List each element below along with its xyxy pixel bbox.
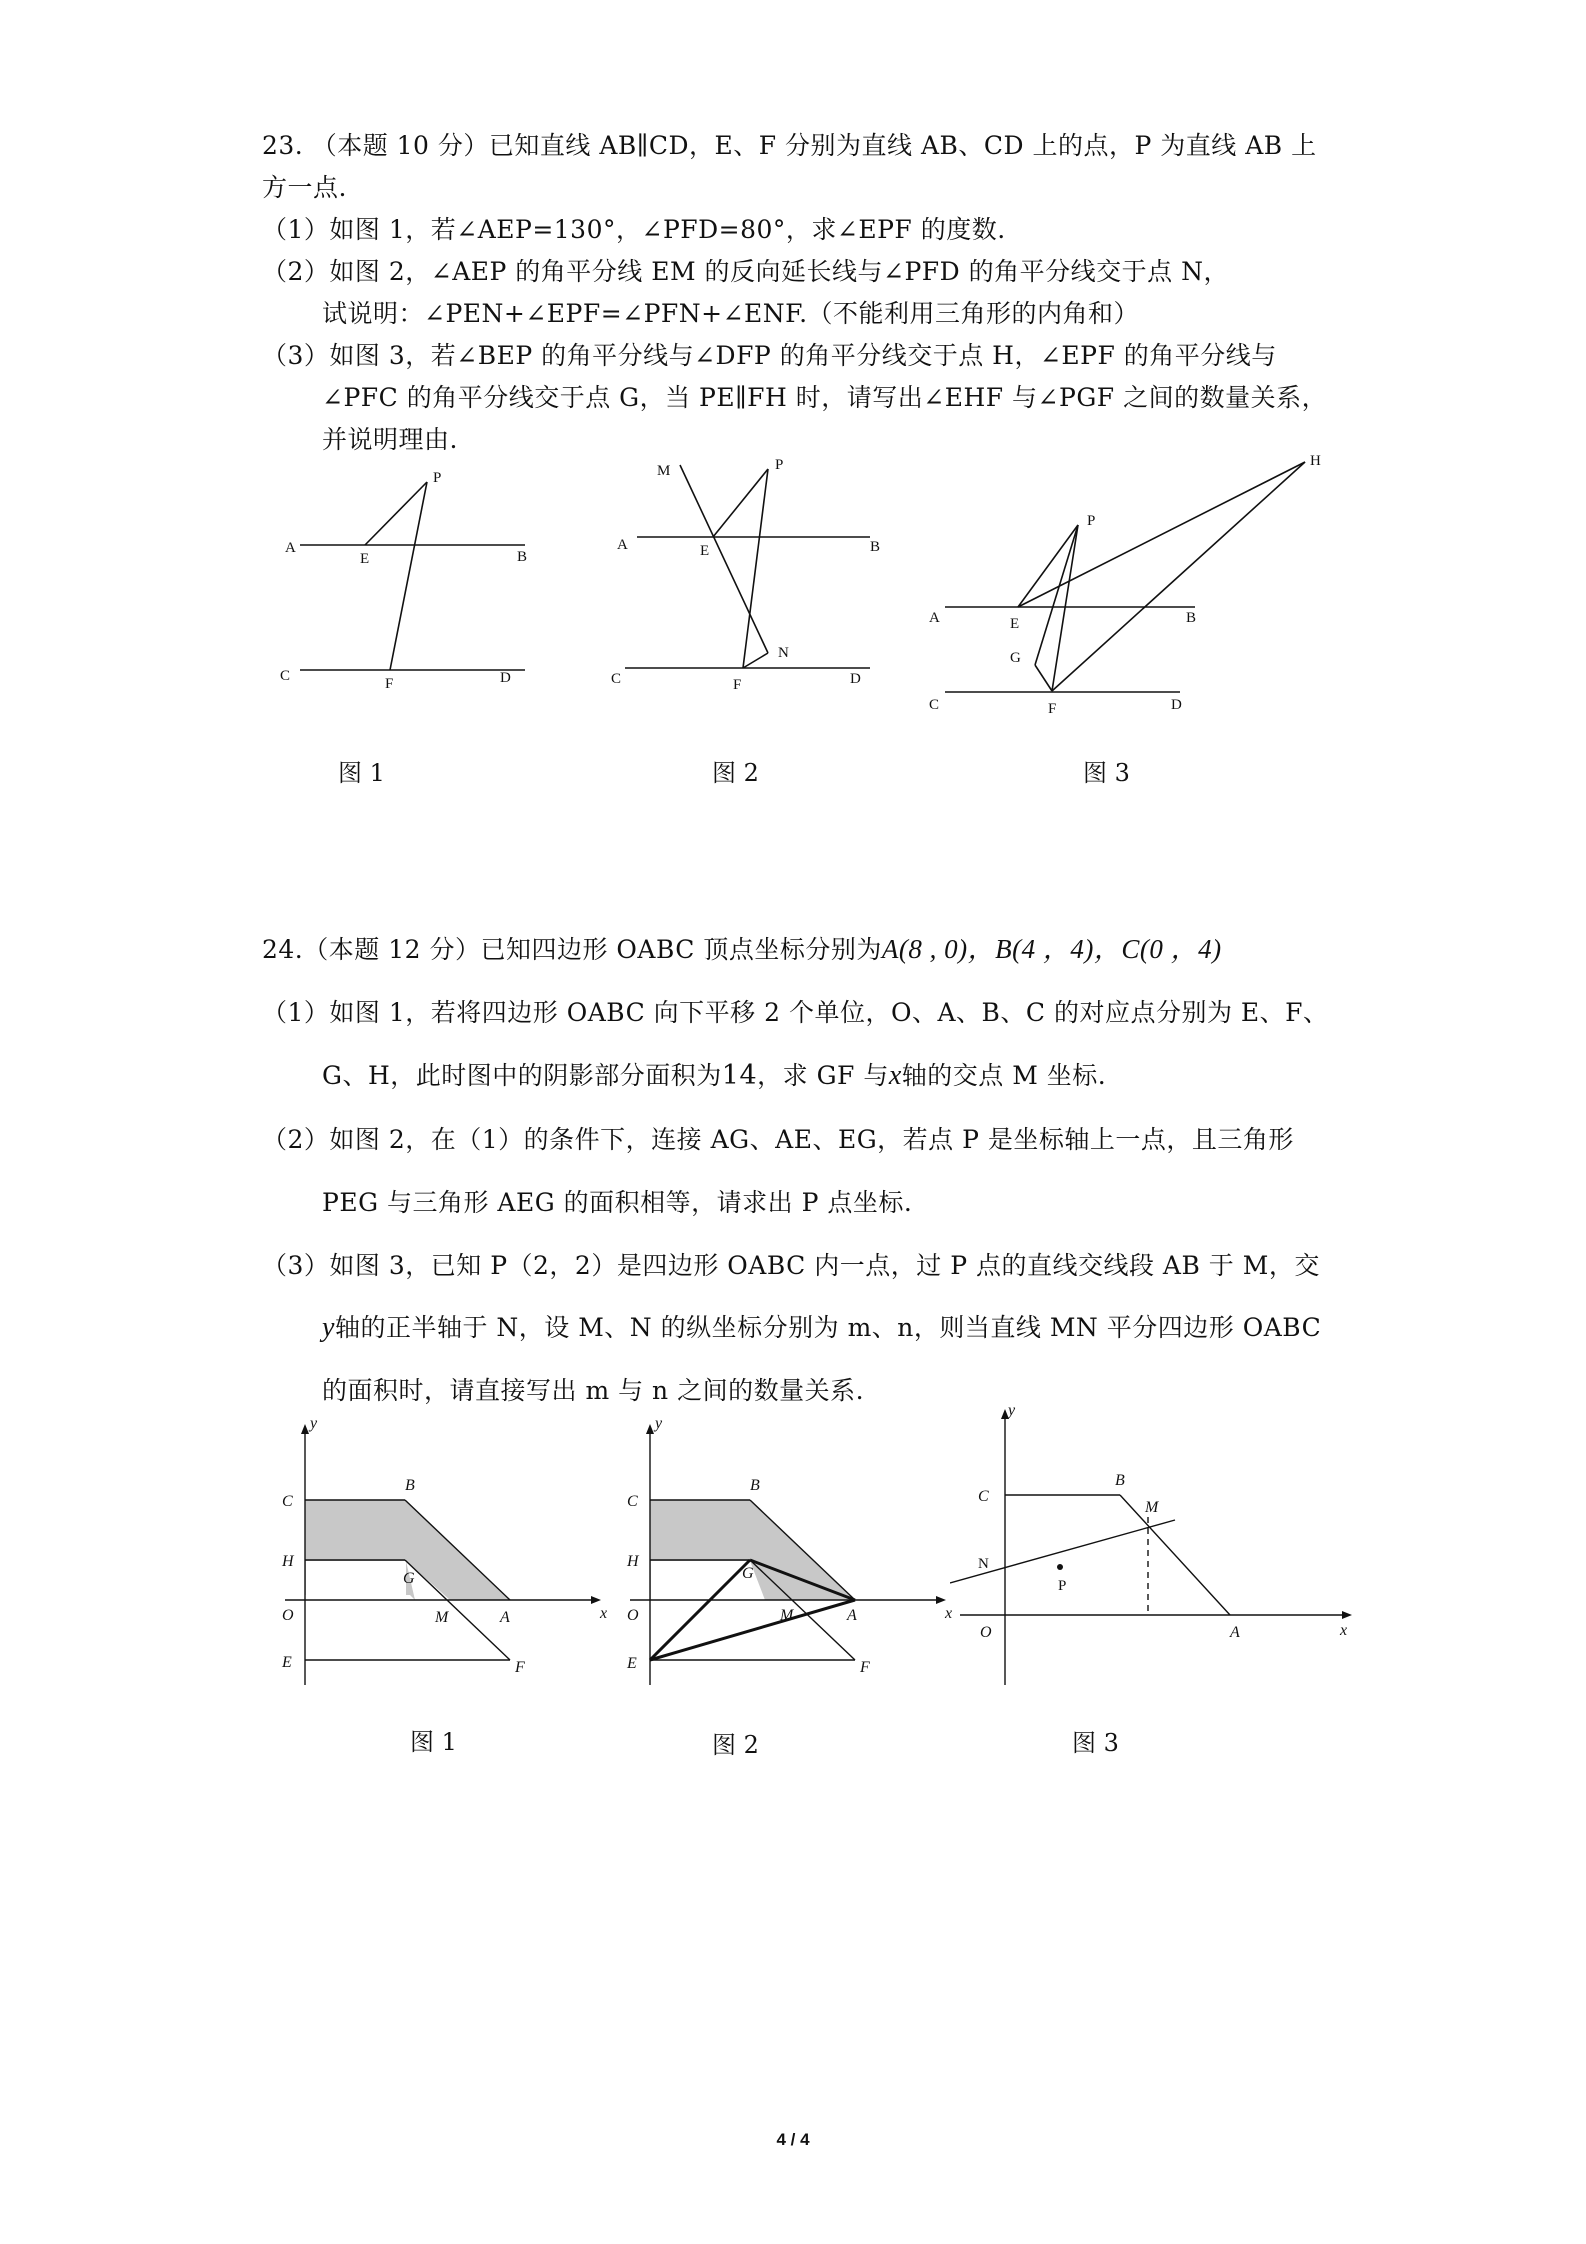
q24-figure-1 [270, 1420, 610, 1700]
q23f3-label-d: D [1171, 697, 1182, 713]
q24-line-7 [322, 1308, 1321, 1344]
q23f2-label-d: D [850, 671, 861, 687]
q24f2-label-e: E [627, 1655, 637, 1672]
q24f2-label-b: B [750, 1477, 760, 1494]
q23-fig2-caption: 图 2 [712, 759, 759, 787]
q24-shaded-area-value: 14 [721, 1060, 758, 1091]
q23f3-label-g: G [1010, 650, 1021, 666]
q24f3-label-p: P [1058, 1578, 1067, 1594]
q24-line-3a: G、H，此时图中的阴影部分面积为 [322, 1061, 722, 1090]
q24f2-label-o: O [627, 1607, 639, 1624]
q24f2-label-f: F [860, 1659, 870, 1676]
q23f1-label-e: E [360, 551, 370, 567]
q24-line-6: （3）如图 3，已知 P（2，2）是四边形 OABC 内一点，过 P 点的直线交线段 AB 于 M，交 [262, 1251, 1320, 1280]
q24f1-label-e: E [282, 1654, 292, 1671]
q24f3-label-a: A [1230, 1624, 1240, 1641]
q24f1-label-c: C [282, 1493, 293, 1510]
q24-fig2-caption: 图 2 [712, 1731, 759, 1759]
q23-line-2: 方一点. [262, 173, 347, 202]
q23f3-label-h: H [1310, 455, 1321, 469]
q23-fig1-caption: 图 1 [338, 759, 385, 787]
q24-fig3-caption: 图 3 [1072, 1729, 1119, 1757]
q23f3-label-p: P [1087, 513, 1096, 529]
page-number: 4 / 4 [776, 2130, 810, 2149]
q23f2-label-a: A [617, 537, 628, 553]
q24-line-1-text: 24.（本题 12 分）已知四边形 OABC 顶点坐标分别为 [262, 935, 882, 964]
q24f1-label-o: O [282, 1607, 294, 1624]
q24f2-label-g: G [742, 1565, 754, 1582]
q23-line-4: （2）如图 2，∠AEP 的角平分线 EM 的反向延长线与∠PFD 的角平分线交于点 N， [262, 257, 1229, 286]
q24-line-1 [262, 927, 1222, 966]
q24f3-label-o: O [980, 1624, 992, 1641]
q23-figure-3 [915, 455, 1335, 725]
q24f3-label-m: M [1145, 1499, 1159, 1516]
q24f2-label-y: y [655, 1420, 663, 1432]
q23f2-label-e: E [700, 543, 710, 559]
q23-line-8: 并说明理由. [322, 425, 458, 454]
q24f3-label-b: B [1115, 1472, 1125, 1489]
q24-coords: A(8 , 0)，B(4 ，4)，C(0 ，4) [881, 934, 1222, 964]
q23f2-label-m: M [657, 463, 671, 479]
q23-line-3: （1）如图 1，若∠AEP=130°，∠PFD=80°，求∠EPF 的度数. [262, 215, 1006, 244]
q23-figure-1 [270, 460, 540, 700]
q24f3-label-c: C [978, 1488, 989, 1505]
q24-fig1-caption: 图 1 [410, 1728, 457, 1756]
q23f1-label-a: A [285, 540, 296, 556]
q24-line-3c: 轴的交点 M 坐标. [901, 1061, 1107, 1090]
q23f3-label-c: C [929, 697, 940, 713]
q24f2-label-a: A [847, 1607, 857, 1624]
q23-figure-2 [605, 455, 905, 705]
q23-line-5: 试说明：∠PEN+∠EPF=∠PFN+∠ENF.（不能利用三角形的内角和） [322, 299, 1140, 328]
q23f3-label-f: F [1048, 701, 1057, 717]
q24f1-label-m: M [435, 1609, 449, 1626]
q23-line-7: ∠PFC 的角平分线交于点 G，当 PE∥FH 时，请写出∠EHF 与∠PGF 之间的数量关系， [322, 383, 1328, 412]
q23-line-6: （3）如图 3，若∠BEP 的角平分线与∠DFP 的角平分线交于点 H，∠EPF 的角平分线与 [262, 341, 1277, 370]
q23f3-label-e: E [1010, 616, 1020, 632]
q23-line-1: 23. （本题 10 分）已知直线 AB∥CD，E、F 分别为直线 AB、CD 上的点，P 为直线 AB 上 [262, 131, 1317, 160]
q23f1-label-c: C [280, 668, 291, 684]
q24f3-label-x: x [1340, 1622, 1348, 1639]
q24-line-7-text: 轴的正半轴于 N，设 M、N 的纵坐标分别为 m、n，则当直线 MN 平分四边形 OABC [334, 1313, 1322, 1342]
q24-line-8: 的面积时，请直接写出 m 与 n 之间的数量关系. [322, 1376, 865, 1405]
q23f2-label-b: B [870, 539, 881, 555]
q24f1-label-h: H [282, 1553, 294, 1570]
q23-fig3-caption: 图 3 [1083, 759, 1130, 787]
q23f1-label-b: B [517, 549, 528, 565]
q23f1-label-f: F [385, 676, 394, 692]
q24-line-3 [322, 1056, 1106, 1092]
q24f1-label-b: B [405, 1477, 415, 1494]
q24-line-4: （2）如图 2，在（1）的条件下，连接 AG、AE、EG，若点 P 是坐标轴上一点，且三角形 [262, 1125, 1294, 1154]
q23f3-label-b: B [1186, 610, 1197, 626]
q24f3-label-n: N [978, 1556, 989, 1572]
q24-figure-3 [950, 1405, 1370, 1695]
q24f2-label-h: H [627, 1553, 639, 1570]
q24f3-label-y: y [1008, 1405, 1016, 1419]
q23f2-label-n: N [778, 645, 789, 661]
q24f2-label-x: x [945, 1605, 953, 1622]
q24-line-5: PEG 与三角形 AEG 的面积相等，请求出 P 点坐标. [322, 1188, 913, 1217]
q23f1-label-p: P [433, 470, 442, 486]
q24f2-label-m: M [780, 1607, 794, 1624]
q24-x-symbol: x [888, 1060, 902, 1091]
q24f1-label-f: F [515, 1659, 525, 1676]
q23f1-label-d: D [500, 670, 511, 686]
q24f1-label-y: y [310, 1420, 318, 1432]
q24-line-3b: ，求 GF 与 [757, 1061, 889, 1090]
q23f2-label-c: C [611, 671, 622, 687]
q24-line-2: （1）如图 1，若将四边形 OABC 向下平移 2 个单位，O、A、B、C 的对应点分别为 E、F、 [262, 998, 1329, 1027]
q24f1-label-a: A [500, 1609, 510, 1626]
q23f2-label-f: F [733, 677, 742, 693]
q24f1-label-x: x [600, 1605, 608, 1622]
q24f2-label-c: C [627, 1493, 638, 1510]
q24f1-label-g: G [403, 1570, 415, 1587]
q23f3-label-a: A [929, 610, 940, 626]
q23f2-label-p: P [775, 457, 784, 473]
q24-y-symbol: y [322, 1312, 335, 1343]
q24-figure-2 [615, 1420, 955, 1700]
